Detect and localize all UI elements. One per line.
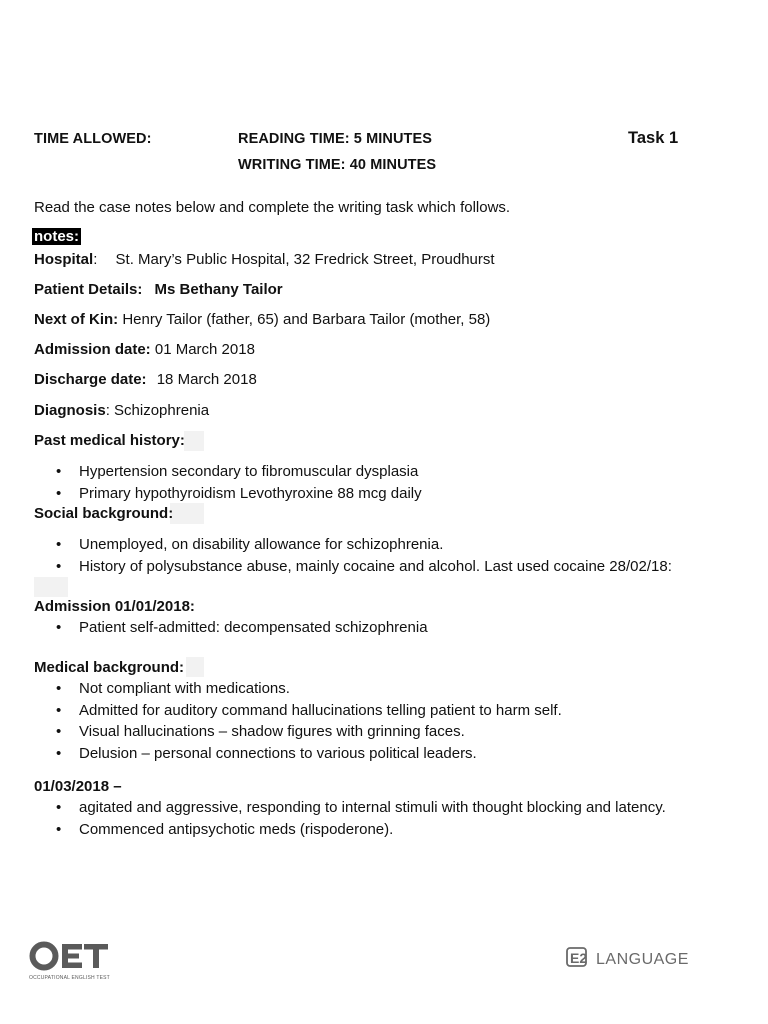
oet-logo [28,940,148,982]
oet-logo-mark [28,940,148,982]
diagnosis-row [34,402,209,420]
diagnosis-value: Schizophrenia [114,402,210,419]
hospital-label: Hospital [34,251,94,268]
list-item: • Not compliant with medications. [34,678,562,700]
social-heading: Social background: [34,505,174,522]
medical-background-list [34,678,562,764]
entry-0103-heading: 01/03/2018 – [34,778,122,795]
writing-time: WRITING TIME: 40 MINUTES [238,157,437,173]
list-item: • Primary hypothyroidism Levothyroxine 88 mcg daily [34,483,422,505]
past-medical-heading: Past medical history: [34,432,185,449]
discharge-date-value: 18 March 2018 [156,371,257,388]
diagnosis-sep: : [105,402,110,419]
discharge-date-label: Discharge date: [34,371,147,388]
admission-date-label: Admission date: [34,341,151,358]
list-item: • Unemployed, on disability allowance for schizophrenia. [34,534,672,556]
list-item: • History of polysubstance abuse, mainly cocaine and alcohol. Last used cocaine 28/02/18: [34,556,672,578]
patient-value: Ms Bethany Tailor [154,281,283,298]
next-of-kin-label: Next of Kin: [34,311,119,328]
next-of-kin-row [34,311,490,329]
diagnosis-label: Diagnosis [34,402,106,419]
admission-date-value: 01 March 2018 [154,341,255,358]
patient-label: Patient Details: [34,281,143,298]
admission-heading: Admission 01/01/2018: [34,598,195,615]
admission-date-row [34,341,255,359]
medical-background-heading: Medical background: [34,659,185,676]
list-item: • Admitted for auditory command hallucinations telling patient to harm self. [34,700,562,722]
next-of-kin-value: Henry Tailor (father, 65) and Barbara Tailor (mother, 58) [122,311,491,328]
highlight-shade [184,431,204,451]
e2-language-text: LANGUAGE [596,951,689,968]
notes-label [32,228,81,246]
list-item: • Patient self-admitted: decompensated schizophrenia [34,617,428,639]
list-item: • agitated and aggressive, responding to internal stimuli with thought blocking and latency. [34,797,666,819]
entry-0103-list [34,797,666,840]
notes-label-text: notes: [34,228,79,245]
hospital-sep: : [93,251,98,268]
admission-list [34,617,428,639]
highlight-shade [34,577,68,597]
reading-time: READING TIME: 5 MINUTES [238,131,433,147]
past-medical-list [34,461,422,504]
hospital-row [34,251,495,269]
oet-tagline: OCCUPATIONAL ENGLISH TEST [29,975,110,981]
task-title: Task 1 [628,129,679,147]
list-item: • Hypertension secondary to fibromuscular dysplasia [34,461,422,483]
list-item: • Delusion – personal connections to various political leaders. [34,743,562,765]
e2-logo-mark [566,944,706,972]
time-allowed-label: TIME ALLOWED: [34,131,152,147]
intro-text: Read the case notes below and complete the writing task which follows. [34,199,511,216]
highlight-shade [186,657,204,677]
list-item: • Commenced antipsychotic meds (rispoderone). [34,819,666,841]
highlight-shade [170,503,204,524]
list-item: • Visual hallucinations – shadow figures with grinning faces. [34,721,562,743]
e2-mark-text: E2 [570,950,588,966]
hospital-value: St. Mary’s Public Hospital, 32 Fredrick Street, Proudhurst [115,251,495,268]
patient-row [34,281,283,299]
discharge-date-row [34,371,257,389]
social-list [34,534,672,577]
e2-language-logo [566,944,706,972]
